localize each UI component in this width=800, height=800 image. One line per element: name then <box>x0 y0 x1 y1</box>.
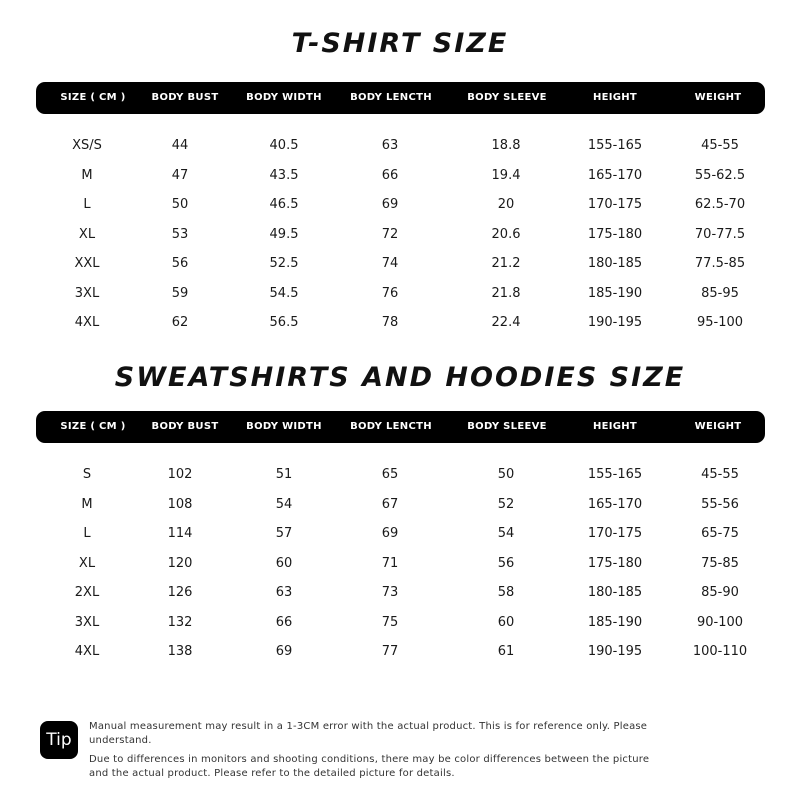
table-row <box>0 251 800 281</box>
table-row <box>0 521 800 551</box>
cell-body-sleeve: 52 <box>497 496 515 512</box>
cell-size: 4XL <box>74 315 100 330</box>
tip-note-color: Due to differences in monitors and shooting conditions, there may be color differences between the picture and the actual product. Please refer to the detailed picture for details. <box>89 754 650 779</box>
header-body-sleeve: BODY SLEEVE <box>467 421 547 432</box>
cell-body-bust: 47 <box>171 167 189 183</box>
table-row <box>0 281 800 311</box>
cell-body-bust: 114 <box>167 526 193 541</box>
cell-body-width: 66 <box>275 614 293 630</box>
header-body-sleeve: BODY SLEEVE <box>467 92 547 103</box>
cell-height: 185-190 <box>587 285 643 301</box>
cell-height: 180-185 <box>587 256 643 271</box>
cell-body-bust: 102 <box>167 467 193 482</box>
cell-body-sleeve: 22.4 <box>491 315 521 330</box>
cell-height: 155-165 <box>587 467 643 482</box>
cell-size: M <box>81 167 93 183</box>
cell-height: 190-195 <box>587 315 643 330</box>
cell-body-sleeve: 50 <box>497 467 515 482</box>
cell-size: XL <box>78 226 96 242</box>
cell-body-width: 60 <box>275 555 293 571</box>
cell-height: 165-170 <box>587 496 643 512</box>
cell-body-width: 63 <box>275 585 293 600</box>
cell-size: 3XL <box>74 285 100 301</box>
tshirt-size-title: T-SHIRT SIZE <box>291 28 509 59</box>
cell-weight: 65-75 <box>701 526 739 541</box>
cell-weight: 45-55 <box>701 138 739 153</box>
cell-size: M <box>81 496 93 512</box>
cell-height: 175-180 <box>587 555 643 571</box>
cell-body-length: 65 <box>381 467 399 482</box>
table-row <box>0 610 800 640</box>
cell-body-bust: 126 <box>167 585 193 600</box>
cell-body-width: 52.5 <box>269 256 299 271</box>
cell-weight: 85-90 <box>701 585 739 600</box>
cell-body-width: 69 <box>275 644 293 659</box>
cell-body-length: 67 <box>381 496 399 512</box>
table-row <box>0 639 800 669</box>
header-weight: WEIGHT <box>694 92 742 103</box>
cell-body-sleeve: 20.6 <box>491 226 521 242</box>
tshirt-header-bar <box>36 82 765 114</box>
cell-weight: 90-100 <box>696 614 744 630</box>
cell-weight: 70-77.5 <box>694 226 746 242</box>
header-weight: WEIGHT <box>694 421 742 432</box>
tip-note-measurement: Manual measurement may result in a 1-3CM error with the actual product. This is for reference only. Please understand. <box>89 721 648 746</box>
header-body-length: BODY LENCTH <box>350 92 432 103</box>
cell-size: XXL <box>74 256 100 271</box>
cell-height: 175-180 <box>587 226 643 242</box>
cell-body-bust: 108 <box>167 496 193 512</box>
cell-body-length: 71 <box>381 555 399 571</box>
cell-body-length: 74 <box>381 256 399 271</box>
cell-body-width: 54.5 <box>269 285 299 301</box>
table-row <box>0 133 800 163</box>
cell-body-sleeve: 21.2 <box>491 256 521 271</box>
cell-body-length: 69 <box>381 526 399 541</box>
cell-body-length: 63 <box>381 138 399 153</box>
table-row <box>0 580 800 610</box>
header-body-length: BODY LENCTH <box>350 421 432 432</box>
cell-body-width: 46.5 <box>269 197 299 212</box>
header-height: HEIGHT <box>592 92 638 103</box>
cell-body-width: 57 <box>275 526 293 541</box>
hoodie-size-table <box>0 462 800 669</box>
cell-body-bust: 50 <box>171 197 189 212</box>
tip-badge: Tip <box>40 721 78 759</box>
header-body-width: BODY WIDTH <box>246 421 322 432</box>
cell-body-length: 66 <box>381 167 399 183</box>
cell-size: XL <box>78 555 96 571</box>
cell-body-bust: 59 <box>171 285 189 301</box>
cell-body-width: 56.5 <box>269 315 299 330</box>
table-row <box>0 492 800 522</box>
cell-body-sleeve: 58 <box>497 585 515 600</box>
cell-height: 190-195 <box>587 644 643 659</box>
hoodie-size-title: SWEATSHIRTS AND HOODIES SIZE <box>114 362 686 393</box>
cell-body-sleeve: 61 <box>497 644 515 659</box>
cell-body-width: 49.5 <box>269 226 299 242</box>
cell-body-length: 69 <box>381 197 399 212</box>
cell-body-width: 43.5 <box>269 167 299 183</box>
cell-height: 185-190 <box>587 614 643 630</box>
header-height: HEIGHT <box>592 421 638 432</box>
cell-weight: 62.5-70 <box>694 197 746 212</box>
table-row <box>0 192 800 222</box>
cell-size: L <box>83 526 91 541</box>
cell-body-bust: 120 <box>167 555 193 571</box>
cell-body-bust: 62 <box>171 315 189 330</box>
cell-body-sleeve: 18.8 <box>491 138 521 153</box>
header-body-bust: BODY BUST <box>151 92 219 103</box>
cell-weight: 45-55 <box>701 467 739 482</box>
cell-size: 4XL <box>74 644 100 659</box>
cell-body-sleeve: 20 <box>497 197 515 212</box>
cell-body-length: 76 <box>381 285 399 301</box>
cell-size: 2XL <box>74 585 100 600</box>
cell-body-length: 72 <box>381 226 399 242</box>
header-size: SIZE ( CM ) <box>60 421 126 432</box>
cell-body-width: 54 <box>275 496 293 512</box>
cell-body-length: 73 <box>381 585 399 600</box>
cell-size: XS/S <box>72 138 102 153</box>
cell-size: 3XL <box>74 614 100 630</box>
cell-body-length: 75 <box>381 614 399 630</box>
cell-weight: 77.5-85 <box>694 256 746 271</box>
cell-weight: 75-85 <box>701 555 739 571</box>
cell-height: 155-165 <box>587 138 643 153</box>
cell-weight: 100-110 <box>692 644 748 659</box>
cell-body-width: 51 <box>275 467 293 482</box>
cell-height: 180-185 <box>587 585 643 600</box>
table-row <box>0 310 800 340</box>
table-row <box>0 222 800 252</box>
cell-weight: 55-56 <box>701 496 739 512</box>
cell-body-bust: 44 <box>171 138 189 153</box>
hoodie-header-bar <box>36 411 765 443</box>
cell-size: S <box>82 467 92 482</box>
table-row <box>0 551 800 581</box>
cell-body-width: 40.5 <box>269 138 299 153</box>
cell-size: L <box>83 197 91 212</box>
cell-body-length: 78 <box>381 315 399 330</box>
tshirt-size-table <box>0 133 800 340</box>
cell-body-sleeve: 60 <box>497 614 515 630</box>
cell-body-bust: 56 <box>171 256 189 271</box>
header-body-bust: BODY BUST <box>151 421 219 432</box>
table-row <box>0 163 800 193</box>
cell-body-bust: 132 <box>167 614 193 630</box>
header-body-width: BODY WIDTH <box>246 92 322 103</box>
cell-weight: 95-100 <box>696 315 744 330</box>
cell-body-bust: 53 <box>171 226 189 242</box>
cell-weight: 85-95 <box>701 285 739 301</box>
cell-body-length: 77 <box>381 644 399 659</box>
cell-body-sleeve: 21.8 <box>491 285 521 301</box>
cell-height: 165-170 <box>587 167 643 183</box>
cell-height: 170-175 <box>587 526 643 541</box>
cell-body-sleeve: 19.4 <box>491 167 521 183</box>
cell-weight: 55-62.5 <box>694 167 746 183</box>
header-size: SIZE ( CM ) <box>60 92 126 103</box>
table-row <box>0 462 800 492</box>
cell-body-sleeve: 54 <box>497 526 515 541</box>
cell-body-bust: 138 <box>167 644 193 659</box>
cell-body-sleeve: 56 <box>497 555 515 571</box>
cell-height: 170-175 <box>587 197 643 212</box>
